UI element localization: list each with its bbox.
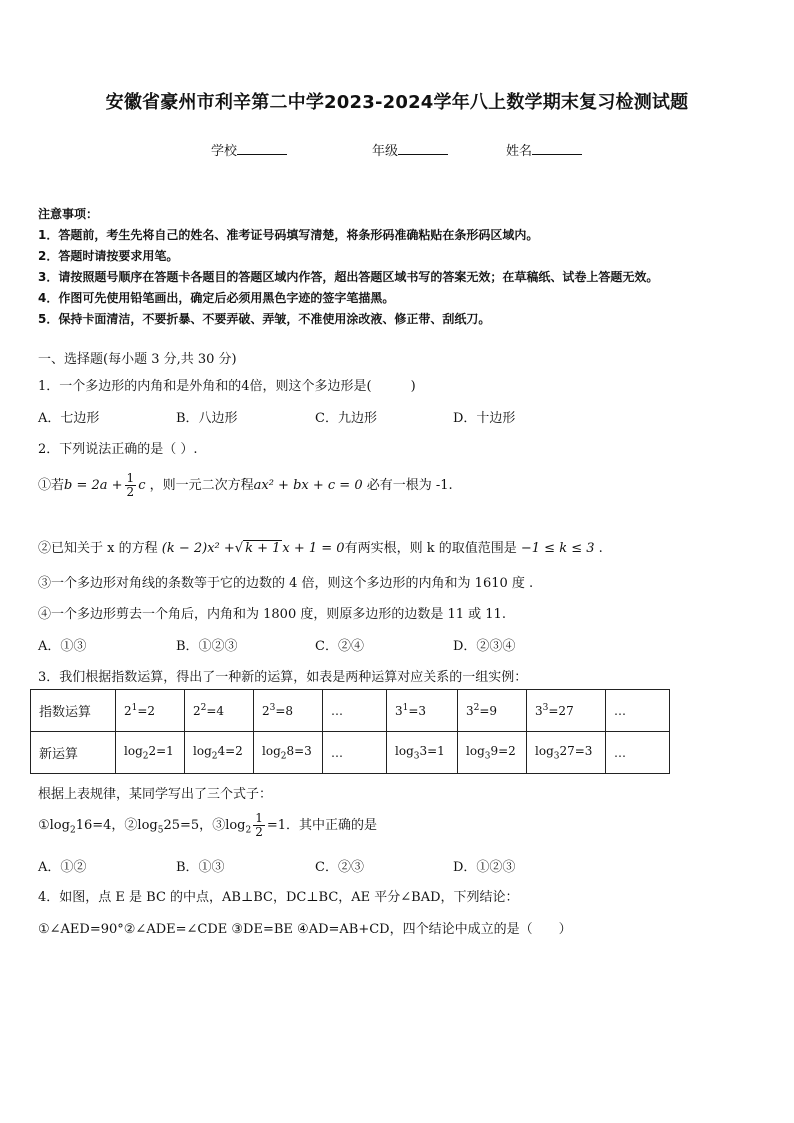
cell-result: 8=3	[286, 743, 312, 758]
table-cell	[116, 732, 185, 774]
q4-conclusions: ①∠AED=90°②∠ADE=∠CDE ③DE=BE ④AD=AB+CD，四个结论中成立的是（ ）	[38, 922, 572, 937]
cell-log: log	[535, 743, 554, 758]
note-item: 1．答题前，考生先将自己的姓名、准考证号码填写清楚，将条形码准确粘贴在条形码区域内。	[38, 228, 539, 242]
cell-result: 3=1	[419, 743, 445, 758]
sqrt-symbol: √	[234, 541, 244, 556]
q1-option-d[interactable]: D．十边形	[453, 411, 516, 426]
cell-base-sub: 3	[484, 751, 491, 762]
numerator: 1	[126, 471, 135, 485]
statement-text: .	[598, 541, 603, 556]
school-blank[interactable]	[237, 142, 287, 155]
cell-base: 3	[535, 704, 543, 718]
cell-result: =3	[408, 704, 427, 718]
expression-log: ③log	[212, 818, 246, 833]
cell-log: log	[193, 743, 212, 758]
statement-text: 有两实根，则 k 的取值范围是	[344, 541, 517, 556]
cell-log: log	[395, 743, 414, 758]
table-cell	[458, 690, 527, 732]
page-title: 安徽省豪州市利辛第二中学2023-2024学年八上数学期末复习检测试题	[105, 92, 689, 113]
grade-field	[372, 140, 448, 159]
cell-result: =27	[548, 704, 574, 718]
q1-option-c[interactable]: C．九边形	[315, 411, 377, 426]
table-cell	[606, 732, 670, 774]
notes-heading: 注意事项：	[38, 207, 99, 221]
cell-log: log	[124, 743, 143, 758]
table-cell	[527, 690, 606, 732]
table-cell	[606, 690, 670, 732]
table-cell	[527, 732, 606, 774]
cell-result: =4	[206, 704, 225, 718]
q3-stem: 3．我们根据指数运算，得出了一种新的运算，如表是两种运算对应关系的一组实例：	[38, 670, 528, 685]
cell-exponent: 2	[200, 703, 207, 713]
note-item: 5．保持卡面清洁，不要折暴、不要弄破、弄皱，不准使用涂改液、修正带、刮纸刀。	[38, 312, 491, 326]
relation-table	[30, 689, 670, 774]
radicand: k + 1	[245, 541, 281, 556]
expression-rest: =1．其中正确的是	[266, 818, 378, 833]
expression-log: ①log	[38, 818, 70, 833]
q1-stem: 1．一个多边形的内角和是外角和的4倍，则这个多边形是( )	[38, 379, 416, 394]
statement-text: ②已知关于 x 的方程	[38, 541, 158, 556]
cell-exponent: 1	[131, 703, 138, 713]
cell-ellipsis: …	[614, 703, 626, 718]
table-cell	[387, 732, 458, 774]
cell-base: 2	[193, 704, 201, 718]
expression-log: ②log	[124, 818, 158, 833]
school-label: 学校	[211, 144, 238, 159]
table-row-head: 新运算	[31, 732, 116, 774]
name-label: 姓名	[506, 144, 533, 159]
q2-statement-1	[38, 472, 453, 499]
statement-text: ，则一元二次方程	[149, 478, 254, 493]
table-row	[31, 732, 670, 774]
cell-result: 4=2	[217, 743, 243, 758]
expression-base: 5	[157, 825, 164, 836]
grade-blank[interactable]	[398, 142, 448, 155]
cell-base-sub: 2	[280, 751, 287, 762]
cell-base-sub: 2	[142, 751, 149, 762]
cell-result: =2	[137, 704, 156, 718]
cell-base: 2	[262, 704, 270, 718]
table-cell	[323, 732, 387, 774]
cell-base-sub: 2	[211, 751, 218, 762]
table-cell	[387, 690, 458, 732]
q2-option-b[interactable]: B．①②③	[176, 639, 238, 654]
cell-base-sub: 3	[413, 751, 420, 762]
cell-result: 2=1	[148, 743, 174, 758]
q2-statement-2	[38, 537, 603, 556]
q3-option-c[interactable]: C．②③	[315, 860, 364, 875]
cell-log: log	[466, 743, 485, 758]
denominator: 2	[126, 485, 135, 499]
statement-text: 必有一根为 -1.	[366, 478, 453, 493]
cell-result: =8	[275, 704, 294, 718]
cell-ellipsis: …	[331, 703, 343, 718]
cell-exponent: 2	[473, 703, 480, 713]
q4-stem: 4．如图，点 E 是 BC 的中点，AB⊥BC，DC⊥BC，AE 平分∠BAD，下列结论：	[38, 890, 519, 905]
table-row	[31, 690, 670, 732]
table-cell	[458, 732, 527, 774]
table-row-head: 指数运算	[31, 690, 116, 732]
expression-rest: 16=4，	[75, 818, 125, 833]
note-item: 4．作图可先使用铅笔画出，确定后必须用黑色字迹的签字笔描黑。	[38, 291, 395, 305]
q2-option-a[interactable]: A．①③	[38, 639, 87, 654]
note-item: 2．答题时请按要求用笔。	[38, 249, 179, 263]
table-cell	[185, 732, 254, 774]
q2-stem: 2．下列说法正确的是（ ）.	[38, 442, 198, 457]
range: −1 ≤ k ≤ 3	[520, 541, 595, 556]
cell-result: 27=3	[559, 743, 593, 758]
fraction	[253, 812, 265, 839]
expression-rest: 25=5，	[163, 818, 213, 833]
fraction	[125, 472, 137, 499]
note-item: 3．请按照题号顺序在答题卡各题目的答题区域内作答，超出答题区域书写的答案无效；在草稿纸、试卷上答题无效。	[38, 270, 659, 284]
numerator: 1	[255, 811, 263, 825]
cell-ellipsis: …	[331, 745, 343, 760]
equation: ax² + bx + c = 0	[253, 478, 363, 493]
q1-option-a[interactable]: A．七边形	[38, 411, 100, 426]
table-cell	[323, 690, 387, 732]
statement-marker: ①若	[38, 478, 65, 493]
q2-statement-4: ④一个多边形剪去一个角后，内角和为 1800 度，则原多边形的边数是 11 或 11.	[38, 607, 506, 622]
cell-exponent: 3	[269, 703, 276, 713]
cell-exponent: 3	[542, 703, 549, 713]
table-cell	[254, 690, 323, 732]
q3-option-b[interactable]: B．①③	[176, 860, 225, 875]
variable: c	[138, 478, 146, 493]
cell-base: 3	[466, 704, 474, 718]
cell-result: =9	[479, 704, 498, 718]
q3-option-d[interactable]: D．①②③	[453, 860, 516, 875]
cell-base: 2	[124, 704, 132, 718]
q2-option-d[interactable]: D．②③④	[453, 639, 516, 654]
cell-result: 9=2	[490, 743, 516, 758]
q3-option-a[interactable]: A．①②	[38, 860, 87, 875]
name-blank[interactable]	[532, 142, 582, 155]
q3-after-table: 根据上表规律，某同学写出了三个式子：	[38, 787, 273, 802]
cell-ellipsis: …	[614, 745, 626, 760]
q2-option-c[interactable]: C．②④	[315, 639, 364, 654]
table-cell	[254, 732, 323, 774]
cell-base-sub: 3	[553, 751, 560, 762]
equation: b = 2a +	[64, 478, 123, 493]
cell-exponent: 1	[402, 703, 409, 713]
table-cell	[116, 690, 185, 732]
table-cell	[185, 690, 254, 732]
cell-log: log	[262, 743, 281, 758]
expression-base: 2	[69, 825, 76, 836]
grade-label: 年级	[372, 144, 399, 159]
school-field	[211, 140, 287, 159]
cell-base: 3	[395, 704, 403, 718]
equation: (k − 2)x² +	[161, 541, 235, 556]
section-heading: 一、选择题(每小题 3 分,共 30 分)	[38, 352, 237, 367]
q1-option-b[interactable]: B．八边形	[176, 411, 238, 426]
name-field	[506, 140, 582, 159]
equation: x + 1 = 0	[282, 541, 345, 556]
q3-expressions	[38, 812, 377, 839]
q2-statement-3: ③一个多边形对角线的条数等于它的边数的 4 倍，则这个多边形的内角和为 1610 度 .	[38, 576, 534, 591]
expression-base: 2	[245, 825, 252, 836]
denominator: 2	[255, 825, 263, 839]
